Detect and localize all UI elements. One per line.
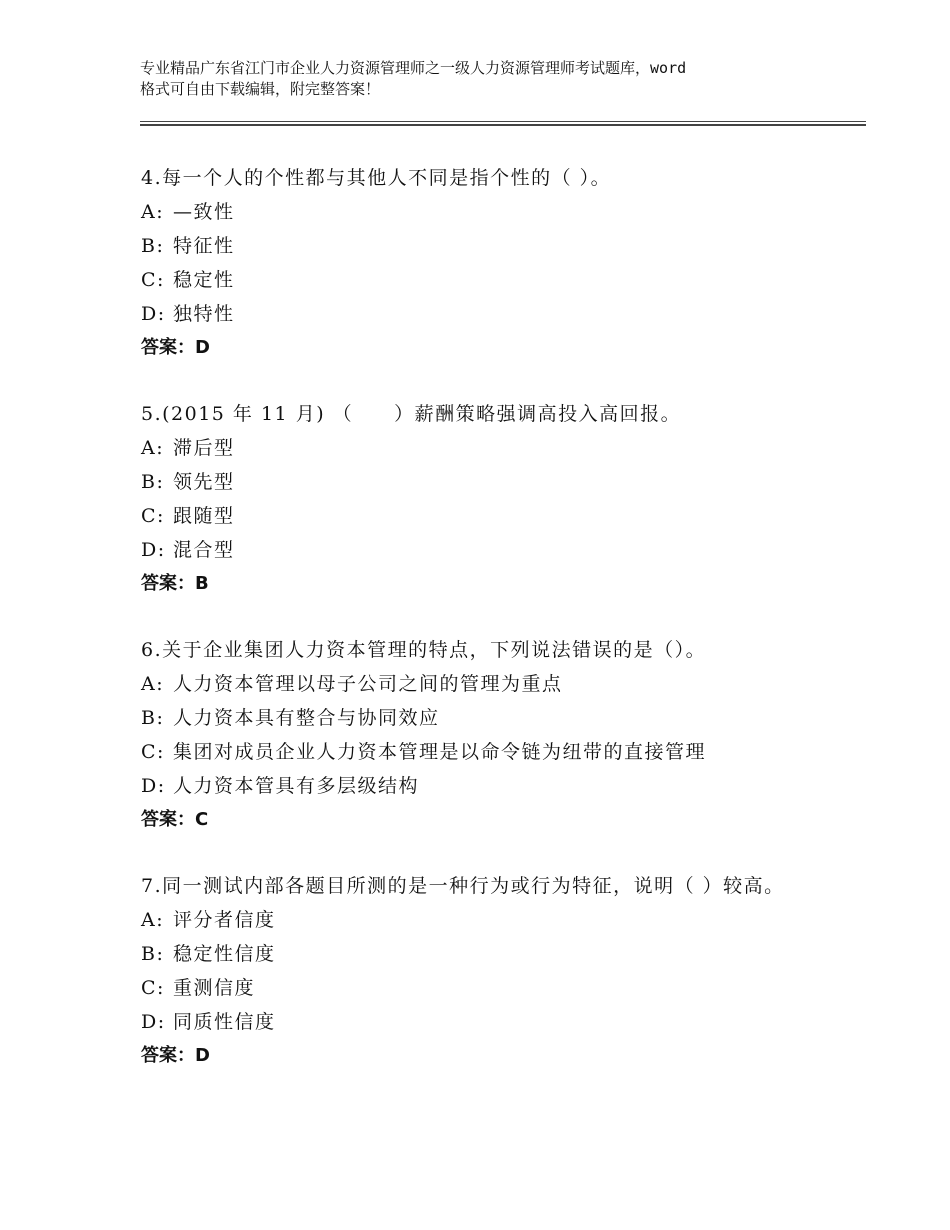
question-stem: 6.关于企业集团人力资本管理的特点，下列说法错误的是（）。 [141, 639, 707, 661]
option-b [141, 937, 841, 971]
option-key: D: [141, 775, 166, 797]
answer-line: 答案：D [141, 1045, 210, 1066]
option-text: 特征性 [173, 235, 235, 257]
option-key: A: [141, 673, 165, 695]
option-key: B: [141, 707, 165, 729]
option-key: A: [141, 909, 165, 931]
option-text: 集团对成员企业人力资本管理是以命令链为纽带的直接管理 [173, 741, 707, 763]
option-key: C: [141, 505, 165, 527]
option-text: 领先型 [173, 471, 235, 493]
option-text: 人力资本具有整合与协同效应 [173, 707, 440, 729]
header-line-2: 格式可自由下载编辑，附完整答案！ [140, 80, 381, 98]
option-text: 滞后型 [173, 437, 235, 459]
option-key: B: [141, 943, 165, 965]
option-text: 混合型 [173, 539, 235, 561]
answer-line: 答案：B [141, 573, 209, 594]
answer-line: 答案：C [141, 809, 209, 830]
option-key: B: [141, 471, 165, 493]
option-a [141, 667, 841, 701]
option-key: A: [141, 201, 165, 223]
option-c [141, 263, 841, 297]
answer-line: 答案：D [141, 337, 210, 358]
option-key: C: [141, 977, 165, 999]
question-list [141, 161, 841, 1105]
option-b [141, 465, 841, 499]
option-key: B: [141, 235, 165, 257]
option-a [141, 431, 841, 465]
question-stem: 4.每一个人的个性都与其他人不同是指个性的（ ）。 [141, 167, 612, 189]
question-item [141, 869, 841, 1073]
option-text: 评分者信度 [173, 909, 276, 931]
option-b [141, 229, 841, 263]
option-d [141, 533, 841, 567]
header-divider-lower [140, 125, 866, 126]
question-item [141, 161, 841, 365]
question-item [141, 397, 841, 601]
option-c [141, 499, 841, 533]
option-d [141, 297, 841, 331]
option-key: D: [141, 303, 166, 325]
option-a [141, 195, 841, 229]
option-text: 跟随型 [173, 505, 235, 527]
option-key: C: [141, 269, 165, 291]
option-text: 稳定性 [173, 269, 235, 291]
option-c [141, 735, 841, 769]
option-b [141, 701, 841, 735]
question-stem: 5.(2015 年 11 月) （ ）薪酬策略强调高投入高回报。 [141, 403, 682, 425]
option-key: D: [141, 539, 166, 561]
option-text: —致性 [173, 201, 235, 223]
option-a [141, 903, 841, 937]
question-item [141, 633, 841, 837]
option-text: 人力资本管理以母子公司之间的管理为重点 [173, 673, 563, 695]
option-d [141, 769, 841, 803]
option-text: 独特性 [173, 303, 235, 325]
option-key: D: [141, 1011, 166, 1033]
option-d [141, 1005, 841, 1039]
option-text: 同质性信度 [173, 1011, 276, 1033]
option-key: C: [141, 741, 165, 763]
option-text: 稳定性信度 [173, 943, 276, 965]
header-line-1: 专业精品广东省江门市企业人力资源管理师之一级人力资源管理师考试题库，word [140, 59, 687, 77]
question-stem: 7.同一测试内部各题目所测的是一种行为或行为特征，说明（ ）较高。 [141, 875, 785, 897]
document-header [140, 58, 840, 100]
option-text: 重测信度 [173, 977, 256, 999]
option-key: A: [141, 437, 165, 459]
option-c [141, 971, 841, 1005]
option-text: 人力资本管具有多层级结构 [173, 775, 420, 797]
